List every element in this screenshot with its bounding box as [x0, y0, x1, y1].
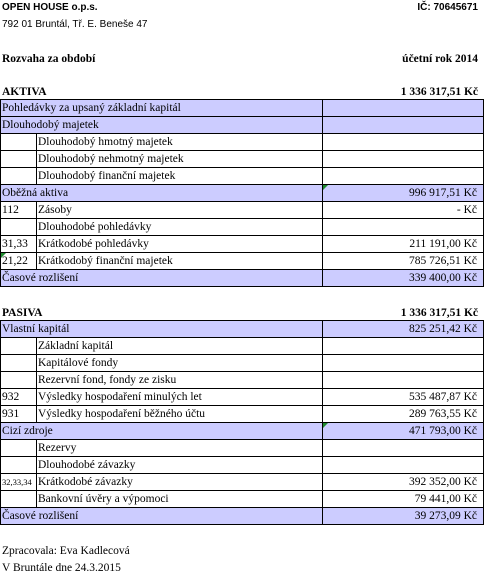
row-label: Krátkodobé závazky: [38, 476, 133, 488]
report-period: účetní rok 2014: [402, 53, 478, 65]
aktiva-row: [0, 202, 484, 219]
aktiva-row: [0, 185, 484, 202]
row-amount: 392 352,00 Kč: [408, 476, 477, 488]
table-left-border: [0, 100, 1, 287]
row-amount: [324, 372, 477, 389]
pasiva-total: 1 336 317,51 Kč: [400, 307, 478, 319]
row-amount: 339 400,00 Kč: [408, 272, 477, 284]
code-separator: [36, 168, 37, 185]
code-separator: [36, 474, 37, 491]
code-separator: [36, 457, 37, 474]
row-label: Výsledky hospodaření běžného účtu: [38, 408, 206, 420]
aktiva-row: [0, 253, 484, 270]
account-code: [2, 168, 36, 185]
company-name: OPEN HOUSE o.p.s.: [2, 2, 98, 13]
code-separator: [36, 202, 37, 219]
row-amount: 825 251,42 Kč: [408, 323, 477, 335]
row-amount: 535 487,87 Kč: [408, 391, 477, 403]
pasiva-row: [0, 423, 484, 440]
code-separator: [36, 253, 37, 270]
account-code: [2, 134, 36, 151]
report-title: Rozvaha za období: [2, 53, 96, 65]
row-amount: [324, 219, 477, 236]
code-separator: [36, 338, 37, 355]
row-label: Dlouhodobé závazky: [38, 459, 136, 471]
code-separator: [36, 134, 37, 151]
aktiva-row: [0, 151, 484, 168]
comment-marker: [323, 185, 328, 190]
account-code: [2, 151, 36, 168]
pasiva-row: [0, 491, 484, 508]
row-amount: [324, 134, 477, 151]
row-border: [0, 524, 484, 525]
code-separator: [36, 389, 37, 406]
row-label: Zásoby: [38, 204, 72, 216]
prepared-by: Zpracovala: Eva Kadlecová: [2, 545, 130, 557]
pasiva-row: [0, 474, 484, 491]
table-left-border: [0, 321, 1, 525]
row-amount: 289 763,55 Kč: [408, 408, 477, 420]
row-amount: 39 273,09 Kč: [414, 510, 477, 522]
place-date: V Bruntále dne 24.3.2015: [2, 562, 121, 574]
row-amount: - Kč: [456, 204, 477, 216]
pasiva-table: [0, 321, 484, 525]
aktiva-row: [0, 168, 484, 185]
row-amount: [324, 355, 477, 372]
row-label: Bankovní úvěry a výpomoci: [38, 493, 169, 505]
pasiva-row: [0, 508, 484, 525]
pasiva-row: [0, 355, 484, 372]
row-label: Rezervní fond, fondy ze zisku: [38, 374, 177, 386]
code-separator: [36, 440, 37, 457]
pasiva-row: [0, 406, 484, 423]
row-amount: [324, 100, 477, 117]
pasiva-row: [0, 338, 484, 355]
row-label: Výsledky hospodaření minulých let: [38, 391, 202, 403]
pasiva-row: [0, 440, 484, 457]
pasiva-row: [0, 389, 484, 406]
account-code: 31,33: [2, 238, 28, 250]
company-id: IČ: 70645671: [417, 2, 478, 13]
row-amount: [324, 440, 477, 457]
row-label: Časové rozlišení: [2, 510, 79, 522]
account-code: 32,33,34: [2, 477, 32, 487]
row-label: Pohledávky za upsaný základní kapitál: [2, 102, 181, 114]
code-separator: [36, 151, 37, 168]
aktiva-title: AKTIVA: [2, 86, 47, 98]
pasiva-title: PASIVA: [2, 307, 43, 319]
row-label: Dlouhodobý hmotný majetek: [38, 136, 173, 148]
row-amount: [324, 117, 477, 134]
row-label: Dlouhodobý majetek: [2, 119, 99, 131]
row-amount: 996 917,51 Kč: [408, 187, 477, 199]
aktiva-row: [0, 236, 484, 253]
row-amount: 471 793,00 Kč: [408, 425, 477, 437]
row-label: Vlastní kapitál: [2, 323, 70, 335]
row-amount: [324, 151, 477, 168]
row-label: Oběžná aktiva: [2, 187, 69, 199]
row-label: Základní kapitál: [38, 340, 114, 352]
row-label: Dlouhodobý nehmotný majetek: [38, 153, 184, 165]
code-separator: [36, 355, 37, 372]
row-label: Krátkodobé pohledávky: [38, 238, 149, 250]
row-label: Rezervy: [38, 442, 77, 454]
row-label: Kapitálové fondy: [38, 357, 119, 369]
company-address: 792 01 Bruntál, Tř. E. Beneše 47: [2, 19, 148, 30]
code-separator: [36, 372, 37, 389]
row-amount: [324, 457, 477, 474]
account-code: [2, 372, 36, 389]
account-code: [2, 355, 36, 372]
row-amount: 79 441,00 Kč: [414, 493, 477, 505]
row-border: [0, 286, 484, 287]
code-separator: [36, 236, 37, 253]
amount-separator: [322, 100, 323, 287]
account-code: 21,22: [2, 255, 28, 267]
code-separator: [36, 491, 37, 508]
aktiva-row: [0, 134, 484, 151]
comment-marker: [1, 253, 6, 258]
pasiva-row: [0, 457, 484, 474]
account-code: [2, 219, 36, 236]
row-label: Dlouhodobý finanční majetek: [38, 170, 176, 182]
account-code: [2, 440, 36, 457]
pasiva-row: [0, 321, 484, 338]
row-amount: 785 726,51 Kč: [408, 255, 477, 267]
aktiva-row: [0, 270, 484, 287]
row-amount: [324, 338, 477, 355]
aktiva-row: [0, 100, 484, 117]
account-code: [2, 457, 36, 474]
row-amount: [324, 168, 477, 185]
code-separator: [36, 219, 37, 236]
account-code: [2, 338, 36, 355]
account-code: 932: [2, 391, 20, 403]
aktiva-total: 1 336 317,51 Kč: [400, 86, 478, 98]
code-separator: [36, 406, 37, 423]
comment-marker: [323, 423, 328, 428]
account-code: 112: [2, 204, 19, 216]
aktiva-row: [0, 117, 484, 134]
account-code: [2, 491, 36, 508]
row-amount: 211 191,00 Kč: [409, 238, 477, 250]
row-label: Cizí zdroje: [2, 425, 53, 437]
account-code: 931: [2, 408, 20, 420]
row-label: Časové rozlišení: [2, 272, 79, 284]
pasiva-row: [0, 372, 484, 389]
row-label: Krátkodobý finanční majetek: [38, 255, 173, 267]
aktiva-row: [0, 219, 484, 236]
row-label: Dlouhodobé pohledávky: [38, 221, 152, 233]
aktiva-table: [0, 100, 484, 287]
